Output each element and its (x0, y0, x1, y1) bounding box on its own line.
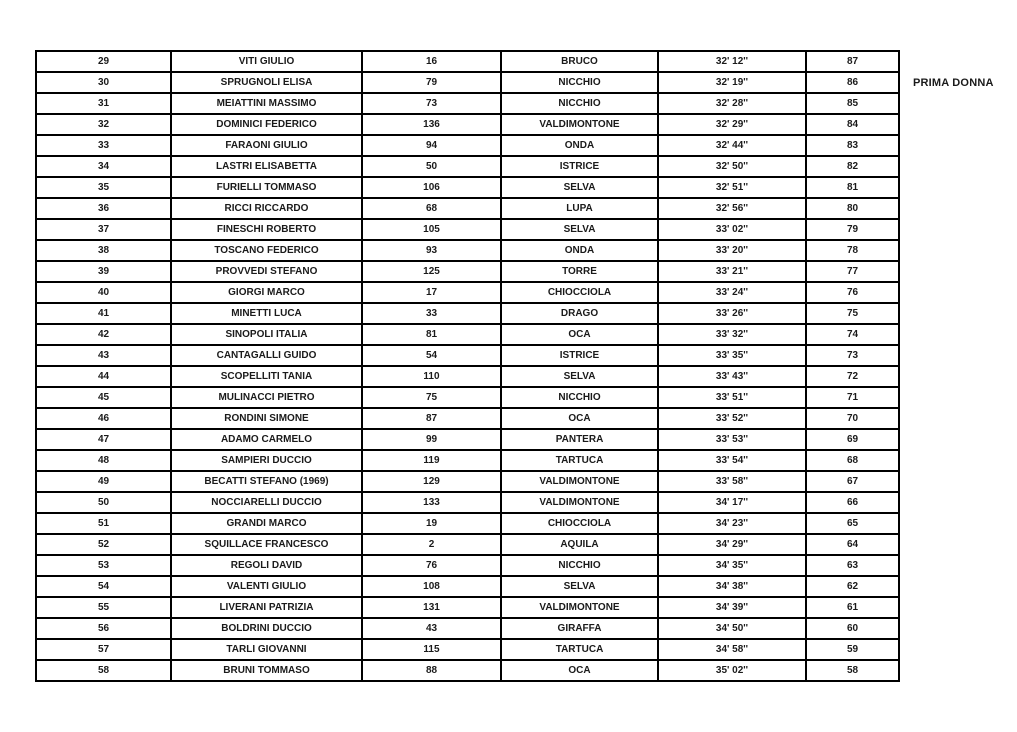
cell-name: TOSCANO FEDERICO (171, 240, 362, 261)
cell-position: 50 (36, 492, 171, 513)
cell-bib-number: 106 (362, 177, 501, 198)
cell-points: 69 (806, 429, 899, 450)
cell-position: 43 (36, 345, 171, 366)
table-row (36, 156, 899, 177)
table-row (36, 303, 899, 324)
cell-time: 33' 20'' (658, 240, 806, 261)
cell-position: 38 (36, 240, 171, 261)
table-row (36, 639, 899, 660)
cell-position: 47 (36, 429, 171, 450)
cell-time: 32' 19'' (658, 72, 806, 93)
cell-time: 33' 53'' (658, 429, 806, 450)
cell-bib-number: 133 (362, 492, 501, 513)
cell-position: 33 (36, 135, 171, 156)
cell-points: 87 (806, 51, 899, 72)
cell-name: GRANDI MARCO (171, 513, 362, 534)
cell-time: 32' 12'' (658, 51, 806, 72)
cell-points: 68 (806, 450, 899, 471)
cell-time: 33' 52'' (658, 408, 806, 429)
cell-name: SPRUGNOLI ELISA (171, 72, 362, 93)
cell-name: LASTRI ELISABETTA (171, 156, 362, 177)
cell-points: 77 (806, 261, 899, 282)
cell-points: 75 (806, 303, 899, 324)
cell-points: 58 (806, 660, 899, 681)
cell-points: 67 (806, 471, 899, 492)
cell-time: 33' 58'' (658, 471, 806, 492)
cell-bib-number: 43 (362, 618, 501, 639)
cell-points: 65 (806, 513, 899, 534)
cell-time: 33' 51'' (658, 387, 806, 408)
cell-time: 33' 24'' (658, 282, 806, 303)
cell-points: 66 (806, 492, 899, 513)
cell-contrada: CHIOCCIOLA (501, 513, 658, 534)
cell-points: 74 (806, 324, 899, 345)
cell-name: VITI GIULIO (171, 51, 362, 72)
cell-contrada: BRUCO (501, 51, 658, 72)
table-row (36, 240, 899, 261)
cell-bib-number: 50 (362, 156, 501, 177)
cell-time: 34' 17'' (658, 492, 806, 513)
cell-name: ADAMO CARMELO (171, 429, 362, 450)
results-table (35, 50, 900, 682)
cell-position: 34 (36, 156, 171, 177)
cell-position: 53 (36, 555, 171, 576)
cell-name: VALENTI GIULIO (171, 576, 362, 597)
cell-contrada: ISTRICE (501, 156, 658, 177)
cell-bib-number: 93 (362, 240, 501, 261)
table-row (36, 282, 899, 303)
cell-contrada: SELVA (501, 177, 658, 198)
cell-bib-number: 136 (362, 114, 501, 135)
cell-contrada: ISTRICE (501, 345, 658, 366)
table-row (36, 471, 899, 492)
cell-bib-number: 87 (362, 408, 501, 429)
cell-bib-number: 110 (362, 366, 501, 387)
cell-name: MEIATTINI MASSIMO (171, 93, 362, 114)
cell-position: 32 (36, 114, 171, 135)
cell-points: 59 (806, 639, 899, 660)
cell-bib-number: 54 (362, 345, 501, 366)
cell-points: 86 (806, 72, 899, 93)
cell-position: 51 (36, 513, 171, 534)
table-row (36, 660, 899, 681)
cell-contrada: SELVA (501, 219, 658, 240)
cell-name: SCOPELLITI TANIA (171, 366, 362, 387)
cell-contrada: VALDIMONTONE (501, 471, 658, 492)
cell-contrada: TARTUCA (501, 450, 658, 471)
cell-position: 39 (36, 261, 171, 282)
cell-name: RONDINI SIMONE (171, 408, 362, 429)
table-row (36, 534, 899, 555)
cell-position: 35 (36, 177, 171, 198)
cell-time: 32' 29'' (658, 114, 806, 135)
cell-time: 33' 26'' (658, 303, 806, 324)
cell-contrada: NICCHIO (501, 72, 658, 93)
cell-time: 33' 02'' (658, 219, 806, 240)
table-row (36, 555, 899, 576)
cell-contrada: OCA (501, 408, 658, 429)
cell-bib-number: 105 (362, 219, 501, 240)
cell-bib-number: 99 (362, 429, 501, 450)
cell-name: RICCI RICCARDO (171, 198, 362, 219)
cell-time: 34' 58'' (658, 639, 806, 660)
cell-bib-number: 119 (362, 450, 501, 471)
cell-time: 32' 50'' (658, 156, 806, 177)
cell-points: 72 (806, 366, 899, 387)
cell-position: 58 (36, 660, 171, 681)
cell-points: 63 (806, 555, 899, 576)
cell-points: 79 (806, 219, 899, 240)
cell-contrada: GIRAFFA (501, 618, 658, 639)
cell-position: 54 (36, 576, 171, 597)
table-row (36, 366, 899, 387)
cell-time: 34' 39'' (658, 597, 806, 618)
cell-contrada: SELVA (501, 576, 658, 597)
cell-points: 84 (806, 114, 899, 135)
cell-time: 33' 32'' (658, 324, 806, 345)
cell-contrada: TORRE (501, 261, 658, 282)
table-row (36, 408, 899, 429)
cell-contrada: TARTUCA (501, 639, 658, 660)
prima-donna-annotation: PRIMA DONNA (913, 77, 994, 89)
cell-bib-number: 16 (362, 51, 501, 72)
cell-contrada: SELVA (501, 366, 658, 387)
cell-position: 49 (36, 471, 171, 492)
cell-points: 60 (806, 618, 899, 639)
table-row (36, 177, 899, 198)
cell-points: 82 (806, 156, 899, 177)
cell-time: 34' 50'' (658, 618, 806, 639)
cell-points: 80 (806, 198, 899, 219)
cell-contrada: NICCHIO (501, 555, 658, 576)
cell-position: 40 (36, 282, 171, 303)
cell-position: 46 (36, 408, 171, 429)
cell-name: DOMINICI FEDERICO (171, 114, 362, 135)
cell-name: FURIELLI TOMMASO (171, 177, 362, 198)
cell-points: 73 (806, 345, 899, 366)
cell-bib-number: 75 (362, 387, 501, 408)
cell-time: 33' 21'' (658, 261, 806, 282)
cell-name: CANTAGALLI GUIDO (171, 345, 362, 366)
cell-name: MULINACCI PIETRO (171, 387, 362, 408)
cell-position: 31 (36, 93, 171, 114)
cell-contrada: ONDA (501, 135, 658, 156)
cell-position: 41 (36, 303, 171, 324)
cell-bib-number: 81 (362, 324, 501, 345)
cell-time: 32' 51'' (658, 177, 806, 198)
cell-points: 70 (806, 408, 899, 429)
cell-position: 44 (36, 366, 171, 387)
cell-contrada: VALDIMONTONE (501, 597, 658, 618)
table-row (36, 429, 899, 450)
cell-name: SQUILLACE FRANCESCO (171, 534, 362, 555)
cell-points: 83 (806, 135, 899, 156)
cell-bib-number: 68 (362, 198, 501, 219)
cell-position: 36 (36, 198, 171, 219)
table-row (36, 219, 899, 240)
cell-position: 37 (36, 219, 171, 240)
cell-contrada: ONDA (501, 240, 658, 261)
cell-position: 45 (36, 387, 171, 408)
table-row (36, 345, 899, 366)
cell-points: 76 (806, 282, 899, 303)
cell-position: 57 (36, 639, 171, 660)
cell-bib-number: 79 (362, 72, 501, 93)
cell-name: BECATTI STEFANO (1969) (171, 471, 362, 492)
cell-points: 64 (806, 534, 899, 555)
cell-name: PROVVEDI STEFANO (171, 261, 362, 282)
table-row (36, 261, 899, 282)
cell-name: SINOPOLI ITALIA (171, 324, 362, 345)
cell-time: 32' 44'' (658, 135, 806, 156)
table-row (36, 135, 899, 156)
cell-name: FINESCHI ROBERTO (171, 219, 362, 240)
cell-contrada: OCA (501, 660, 658, 681)
table-row (36, 51, 899, 72)
cell-name: GIORGI MARCO (171, 282, 362, 303)
cell-position: 52 (36, 534, 171, 555)
cell-time: 33' 43'' (658, 366, 806, 387)
cell-bib-number: 76 (362, 555, 501, 576)
table-row (36, 72, 899, 93)
cell-bib-number: 73 (362, 93, 501, 114)
cell-points: 78 (806, 240, 899, 261)
cell-time: 32' 56'' (658, 198, 806, 219)
cell-name: TARLI GIOVANNI (171, 639, 362, 660)
cell-time: 34' 35'' (658, 555, 806, 576)
cell-bib-number: 19 (362, 513, 501, 534)
table-row (36, 387, 899, 408)
cell-position: 56 (36, 618, 171, 639)
table-row (36, 576, 899, 597)
cell-contrada: NICCHIO (501, 387, 658, 408)
cell-time: 34' 29'' (658, 534, 806, 555)
cell-contrada: LUPA (501, 198, 658, 219)
cell-time: 35' 02'' (658, 660, 806, 681)
cell-bib-number: 33 (362, 303, 501, 324)
table-row (36, 513, 899, 534)
cell-name: LIVERANI PATRIZIA (171, 597, 362, 618)
cell-bib-number: 88 (362, 660, 501, 681)
cell-bib-number: 125 (362, 261, 501, 282)
table-row (36, 450, 899, 471)
table-row (36, 93, 899, 114)
cell-time: 33' 54'' (658, 450, 806, 471)
table-row (36, 198, 899, 219)
cell-contrada: VALDIMONTONE (501, 492, 658, 513)
cell-name: SAMPIERI DUCCIO (171, 450, 362, 471)
cell-time: 33' 35'' (658, 345, 806, 366)
cell-contrada: NICCHIO (501, 93, 658, 114)
cell-name: NOCCIARELLI DUCCIO (171, 492, 362, 513)
cell-name: FARAONI GIULIO (171, 135, 362, 156)
cell-points: 61 (806, 597, 899, 618)
cell-name: MINETTI LUCA (171, 303, 362, 324)
cell-name: REGOLI DAVID (171, 555, 362, 576)
cell-bib-number: 108 (362, 576, 501, 597)
cell-position: 48 (36, 450, 171, 471)
table-row (36, 324, 899, 345)
cell-bib-number: 17 (362, 282, 501, 303)
cell-contrada: CHIOCCIOLA (501, 282, 658, 303)
cell-position: 42 (36, 324, 171, 345)
cell-contrada: OCA (501, 324, 658, 345)
cell-time: 34' 38'' (658, 576, 806, 597)
cell-points: 85 (806, 93, 899, 114)
table-row (36, 618, 899, 639)
cell-points: 62 (806, 576, 899, 597)
table-row (36, 114, 899, 135)
cell-bib-number: 94 (362, 135, 501, 156)
cell-name: BOLDRINI DUCCIO (171, 618, 362, 639)
cell-position: 30 (36, 72, 171, 93)
cell-name: BRUNI TOMMASO (171, 660, 362, 681)
table-row (36, 597, 899, 618)
cell-contrada: VALDIMONTONE (501, 114, 658, 135)
cell-position: 55 (36, 597, 171, 618)
cell-contrada: AQUILA (501, 534, 658, 555)
cell-time: 34' 23'' (658, 513, 806, 534)
cell-bib-number: 115 (362, 639, 501, 660)
results-table-body (36, 51, 899, 681)
cell-contrada: DRAGO (501, 303, 658, 324)
table-row (36, 492, 899, 513)
cell-bib-number: 131 (362, 597, 501, 618)
cell-contrada: PANTERA (501, 429, 658, 450)
cell-points: 81 (806, 177, 899, 198)
cell-time: 32' 28'' (658, 93, 806, 114)
cell-bib-number: 129 (362, 471, 501, 492)
cell-points: 71 (806, 387, 899, 408)
cell-bib-number: 2 (362, 534, 501, 555)
cell-position: 29 (36, 51, 171, 72)
